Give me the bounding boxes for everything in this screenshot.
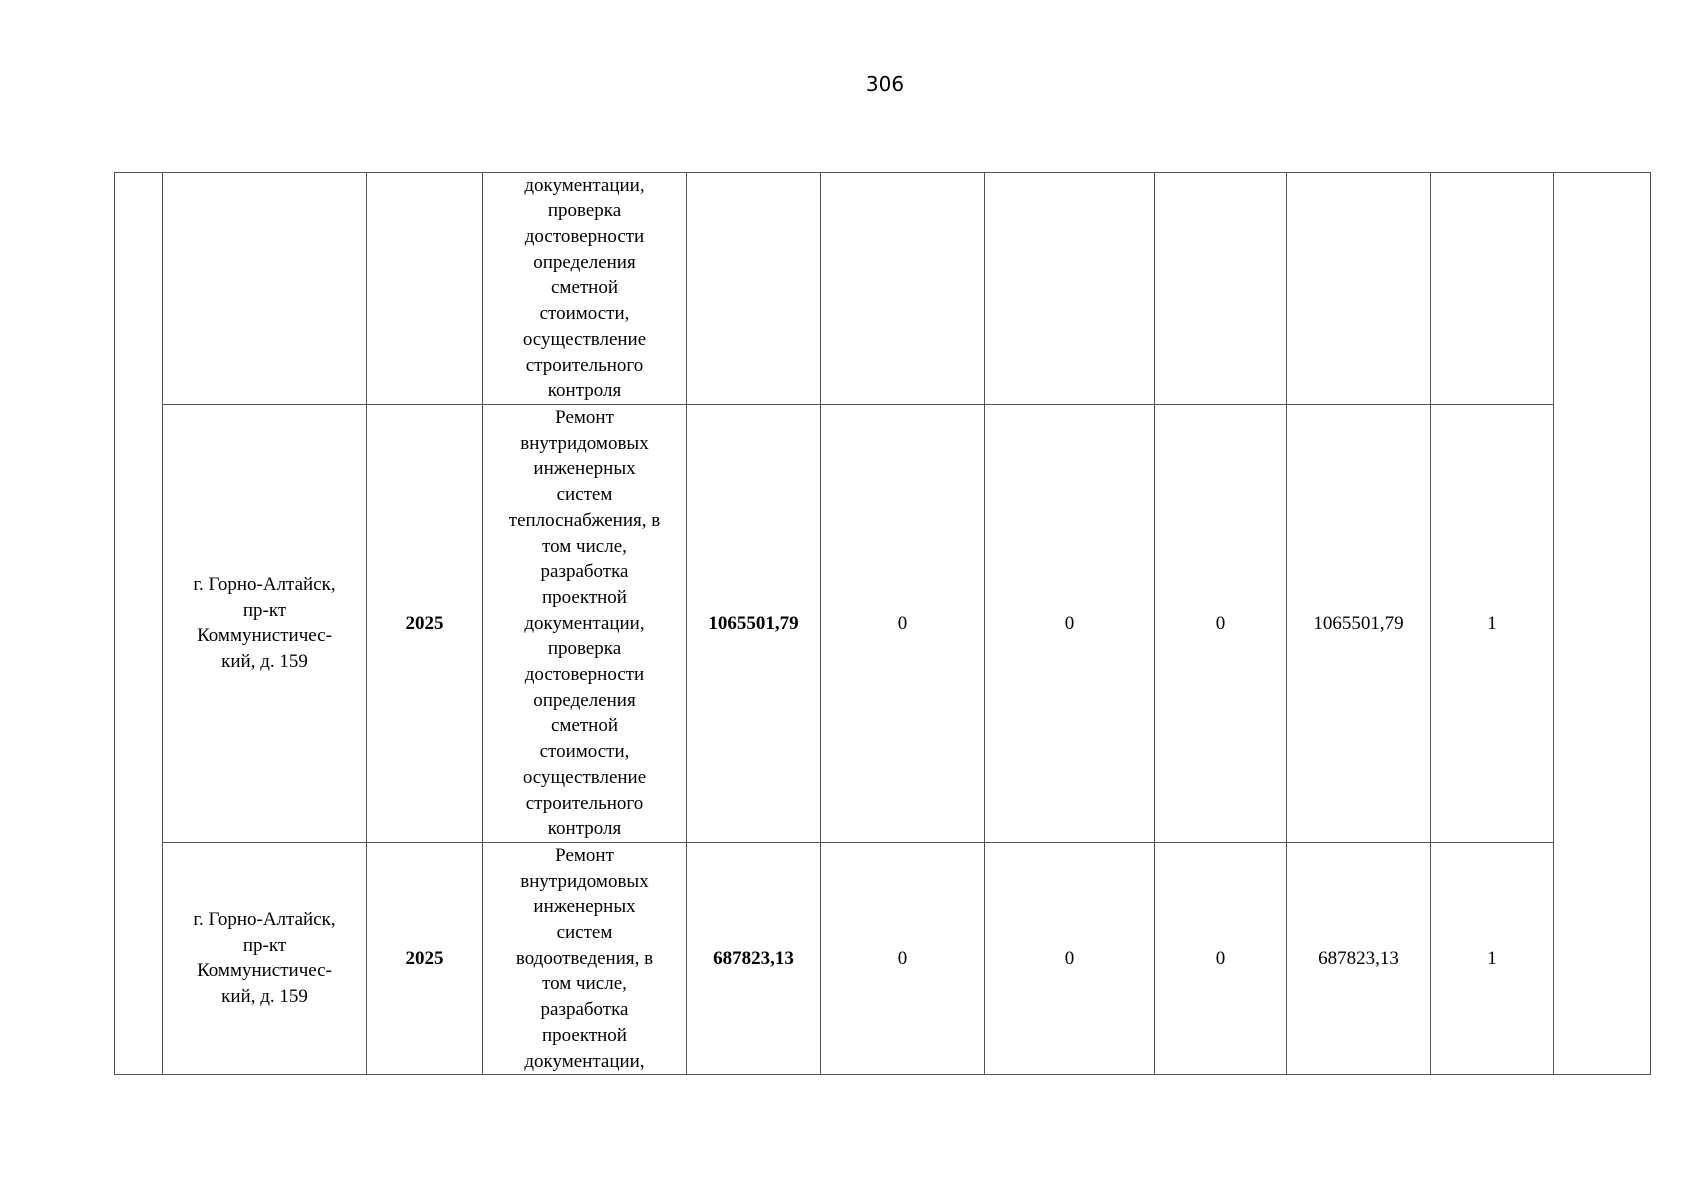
work-line: определения [533,251,636,273]
address-cell [163,173,367,405]
address-line: Коммунистичес- [197,960,332,982]
work-line: осуществление [522,766,647,788]
work-type-cell [483,842,687,1074]
work-line: том числе, [542,535,627,557]
work-line: систем [556,922,613,944]
funding-cell [1155,173,1287,405]
page-number: 306 [865,72,905,96]
address-line: Коммунистичес- [197,625,332,647]
address-line: пр-кт [242,599,287,621]
address-line: г. Горно-Алтайск, [193,909,336,931]
work-line: сметной [550,715,619,737]
total-cost-cell [687,173,821,405]
address-line: кий, д. 159 [221,651,308,673]
address-line: г. Горно-Алтайск, [193,574,336,596]
work-line: инженерных [533,458,636,480]
work-type-cell [483,405,687,843]
funding-cell: 0 [1155,842,1287,1074]
year-cell: 2025 [367,842,483,1074]
funding-cell: 0 [821,405,985,843]
work-line: достоверности [524,226,645,248]
funding-cell: 0 [1155,405,1287,843]
funding-cell: 0 [985,405,1155,843]
year-cell [367,173,483,405]
quantity-cell: 1 [1431,405,1554,843]
work-type-cell [483,173,687,405]
last-cell [1554,173,1651,1075]
total-cost-cell: 1065501,79 [687,405,821,843]
work-line: Ремонт [555,407,614,428]
funding-cell: 687823,13 [1287,842,1431,1074]
work-line: контроля [547,380,622,402]
work-line: контроля [547,818,622,840]
work-line: документации, [524,174,645,196]
number-cell [115,173,163,1075]
quantity-cell [1431,173,1554,405]
funding-cell: 1065501,79 [1287,405,1431,843]
work-line: документации, [524,612,645,634]
work-line: стоимости, [539,303,630,325]
work-line: достоверности [524,664,645,686]
table-row [115,842,1651,1074]
year-cell: 2025 [367,405,483,843]
work-line: осуществление [522,328,647,350]
work-line: сметной [550,277,619,299]
address-line: пр-кт [242,934,287,956]
funding-cell: 0 [821,842,985,1074]
address-line: кий, д. 159 [221,986,308,1008]
quantity-cell: 1 [1431,842,1554,1074]
work-line: проектной [542,1024,627,1046]
work-line: Ремонт [555,844,614,866]
work-line: инженерных [533,896,636,918]
work-line: внутридомовых [520,432,649,454]
funding-cell [985,173,1155,405]
work-line: проектной [542,586,627,608]
funding-cell: 0 [985,842,1155,1074]
address-cell [163,405,367,843]
work-line: внутридомовых [520,870,649,892]
work-line: строительного [525,792,644,814]
work-line: проверка [547,638,622,660]
work-line: разработка [540,561,629,583]
work-line: систем [556,484,613,506]
address-cell [163,842,367,1074]
work-line: разработка [540,999,629,1021]
table-row [115,173,1651,405]
work-line: том числе, [542,973,627,995]
work-line: определения [533,689,636,711]
work-line: теплоснабжения, в [508,509,661,531]
work-line: строительного [525,354,644,376]
work-line: проверка [547,200,622,222]
table-row [115,405,1651,843]
work-line: стоимости, [539,741,630,763]
work-line: документации, [524,1050,645,1072]
funding-cell [821,173,985,405]
program-table [114,172,1651,1075]
work-line: водоотведения, в [515,947,654,969]
total-cost-cell: 687823,13 [687,842,821,1074]
funding-cell [1287,173,1431,405]
